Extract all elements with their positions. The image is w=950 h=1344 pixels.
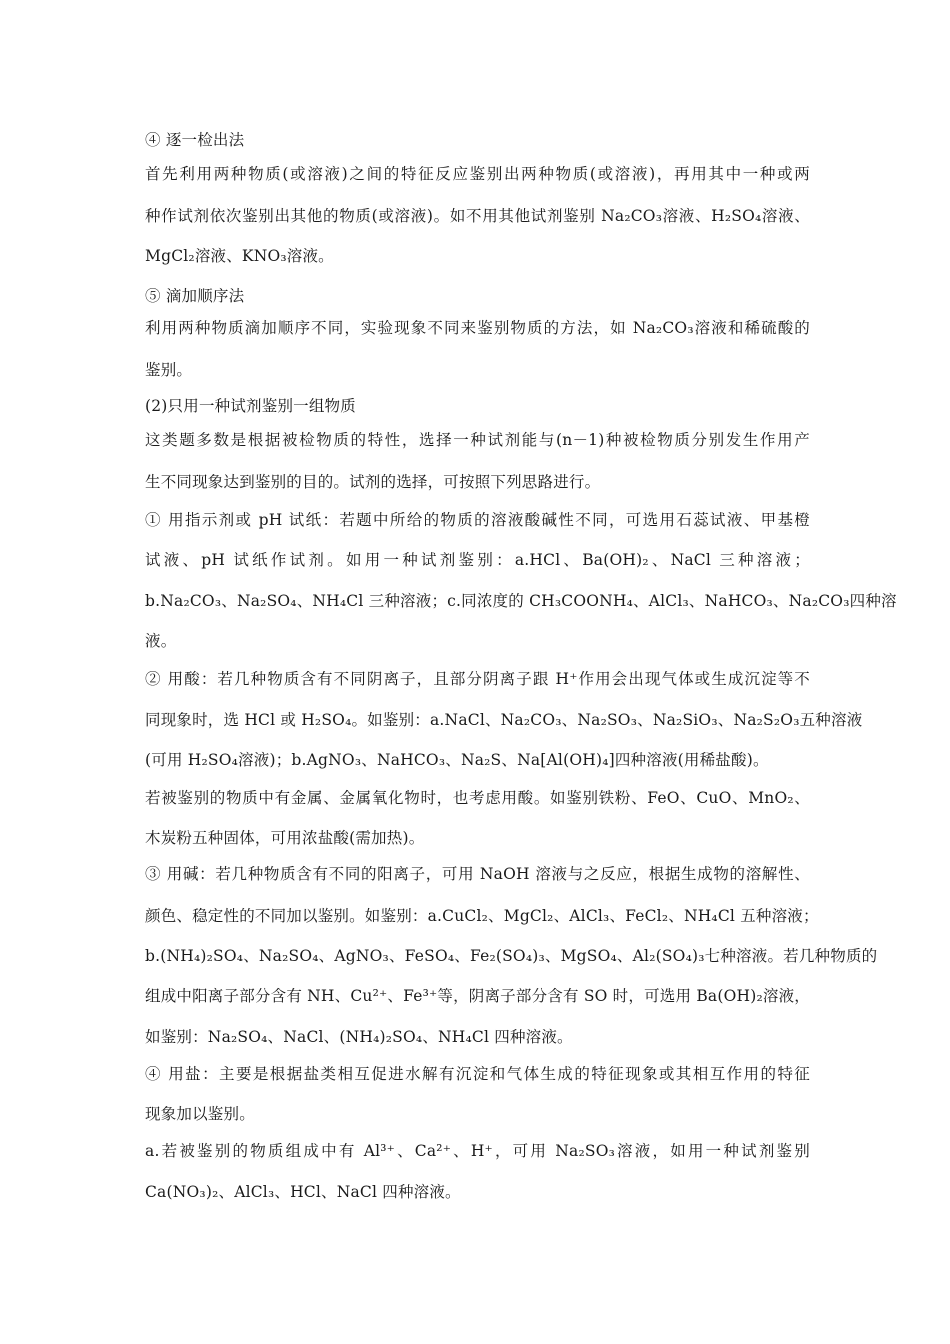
paragraph-line: 现象加以鉴别。 bbox=[145, 1105, 255, 1123]
paragraph-line: Ca(NO₃)₂、AlCl₃、HCl、NaCl 四种溶液。 bbox=[145, 1183, 461, 1201]
paragraph-line: 鉴别。 bbox=[145, 361, 193, 379]
paragraph-line: ② 用酸：若几种物质含有不同阴离子，且部分阴离子跟 H⁺作用会出现气体或生成沉淀等不 bbox=[145, 670, 810, 688]
paragraph-line: a.若被鉴别的物质组成中有 Al³⁺、Ca²⁺、H⁺，可用 Na₂SO₃溶液，如用一种试剂鉴别 bbox=[145, 1142, 810, 1160]
paragraph-line: 种作试剂依次鉴别出其他的物质(或溶液)。如不用其他试剂鉴别 Na₂CO₃溶液、H₂SO₄溶液、 bbox=[145, 207, 810, 225]
paragraph-line: b.Na₂CO₃、Na₂SO₄、NH₄Cl 三种溶液；c.同浓度的 CH₃COONH₄、AlCl₃、NaHCO₃、Na₂CO₃四种溶 bbox=[145, 592, 897, 610]
paragraph-line: ③ 用碱：若几种物质含有不同的阳离子，可用 NaOH 溶液与之反应，根据生成物的溶解性、 bbox=[145, 865, 810, 883]
heading-drop-order-method: ⑤ 滴加顺序法 bbox=[145, 287, 245, 305]
paragraph-line: b.(NH₄)₂SO₄、Na₂SO₄、AgNO₃、FeSO₄、Fe₂(SO₄)₃、MgSO₄、Al₂(SO₄)₃七种溶液。若几种物质的 bbox=[145, 947, 878, 965]
heading-step-by-step-method: ④ 逐一检出法 bbox=[145, 131, 245, 149]
paragraph-line: 组成中阳离子部分含有 NH、Cu²⁺、Fe³⁺等，阴离子部分含有 SO 时，可选用 Ba(OH)₂溶液， bbox=[145, 987, 810, 1005]
paragraph-line: 木炭粉五种固体，可用浓盐酸(需加热)。 bbox=[145, 829, 425, 847]
heading-single-reagent: (2)只用一种试剂鉴别一组物质 bbox=[145, 397, 356, 415]
paragraph-line: ④ 用盐：主要是根据盐类相互促进水解有沉淀和气体生成的特征现象或其相互作用的特征 bbox=[145, 1065, 810, 1083]
paragraph-line: (可用 H₂SO₄溶液)；b.AgNO₃、NaHCO₃、Na₂S、Na[Al(OH)₄]四种溶液(用稀盐酸)。 bbox=[145, 751, 769, 769]
paragraph-line: MgCl₂溶液、KNO₃溶液。 bbox=[145, 247, 334, 265]
paragraph-line: 液。 bbox=[145, 632, 177, 650]
paragraph-line: ① 用指示剂或 pH 试纸：若题中所给的物质的溶液酸碱性不同，可选用石蕊试液、甲基橙 bbox=[145, 511, 810, 529]
paragraph-line: 生不同现象达到鉴别的目的。试剂的选择，可按照下列思路进行。 bbox=[145, 473, 601, 491]
paragraph-line: 利用两种物质滴加顺序不同，实验现象不同来鉴别物质的方法，如 Na₂CO₃溶液和稀硫酸的 bbox=[145, 319, 810, 337]
paragraph-line: 这类题多数是根据被检物质的特性，选择一种试剂能与(n－1)种被检物质分别发生作用产 bbox=[145, 431, 810, 449]
paragraph-line: 首先利用两种物质(或溶液)之间的特征反应鉴别出两种物质(或溶液)，再用其中一种或两 bbox=[145, 165, 810, 183]
paragraph-line: 试液、pH 试纸作试剂。如用一种试剂鉴别：a.HCl、Ba(OH)₂、NaCl 三种溶液； bbox=[145, 551, 810, 569]
paragraph-line: 颜色、稳定性的不同加以鉴别。如鉴别：a.CuCl₂、MgCl₂、AlCl₃、FeCl₂、NH₄Cl 五种溶液； bbox=[145, 907, 819, 925]
paragraph-line: 如鉴别：Na₂SO₄、NaCl、(NH₄)₂SO₄、NH₄Cl 四种溶液。 bbox=[145, 1028, 573, 1046]
paragraph-line: 同现象时，选 HCl 或 H₂SO₄。如鉴别：a.NaCl、Na₂CO₃、Na₂SO₃、Na₂SiO₃、Na₂S₂O₃五种溶液 bbox=[145, 711, 863, 729]
paragraph-line: 若被鉴别的物质中有金属、金属氧化物时，也考虑用酸。如鉴别铁粉、FeO、CuO、MnO₂、 bbox=[145, 789, 810, 807]
